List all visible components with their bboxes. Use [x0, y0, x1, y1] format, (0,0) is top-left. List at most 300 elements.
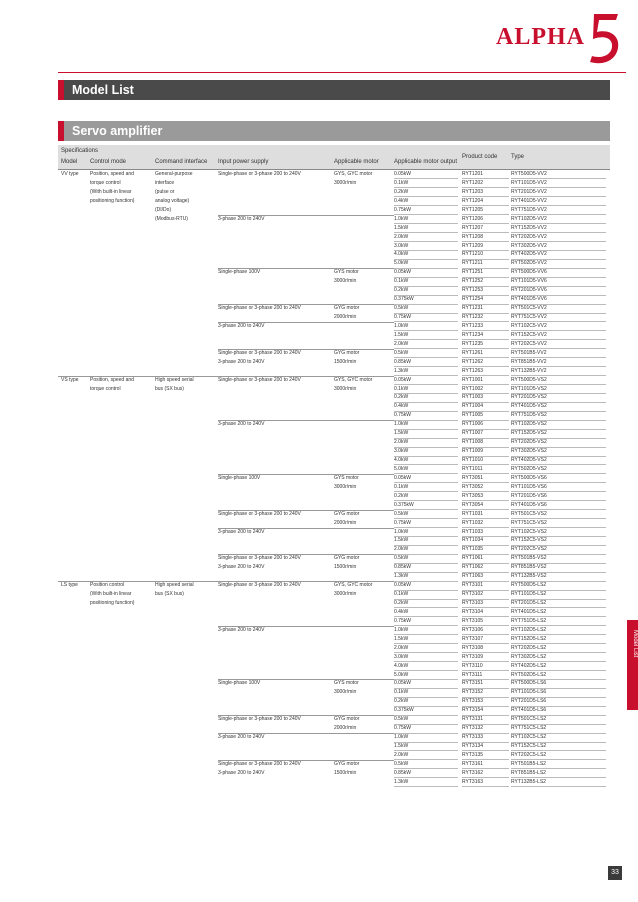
type-cell: RYT501B5-LS2	[511, 760, 606, 769]
type-cell: RYT751C5-VV2	[511, 313, 606, 322]
type-cell: RYT202D5-VS2	[511, 438, 606, 447]
table-row	[58, 197, 610, 206]
applicable-motor-cell: 2000r/min	[334, 519, 357, 526]
motor-output-cell: 0.5kW	[394, 554, 458, 563]
product-code-cell: RYT1006	[462, 420, 509, 429]
motor-output-cell: 1.5kW	[394, 224, 458, 233]
heading-accent	[58, 80, 64, 100]
type-cell: RYT302D5-VS2	[511, 447, 606, 456]
input-power-cell: 3-phase 200 to 240V	[218, 322, 265, 329]
table-row	[58, 250, 610, 259]
motor-output-cell: 1.0kW	[394, 733, 458, 742]
control-mode-cell: torque control	[90, 385, 121, 392]
type-cell: RYT751D5-VS2	[511, 411, 606, 420]
type-cell: RYT152D5-VV2	[511, 224, 606, 233]
input-power-cell: Single-phase or 3-phase 200 to 240V	[218, 716, 301, 723]
type-cell: RYT401D5-LS6	[511, 706, 606, 715]
type-cell: RYT751C5-LS2	[511, 724, 606, 733]
table-row	[58, 313, 610, 322]
product-code-cell: RYT1261	[462, 349, 509, 358]
table-row	[58, 697, 610, 706]
motor-output-cell: 0.05kW	[394, 474, 458, 483]
product-code-cell: RYT1035	[462, 545, 509, 554]
input-power-cell: Single-phase or 3-phase 200 to 240V	[218, 582, 301, 589]
input-power-cell: Single-phase or 3-phase 200 to 240V	[218, 376, 301, 383]
table-row	[58, 188, 610, 197]
product-code-cell: RYT1001	[462, 376, 509, 385]
table-row	[58, 778, 610, 787]
input-power-cell: Single-phase or 3-phase 200 to 240V	[218, 760, 301, 767]
type-cell: RYT102D5-VS2	[511, 420, 606, 429]
motor-output-cell: 4.0kW	[394, 250, 458, 259]
applicable-motor-cell: 3000r/min	[334, 689, 357, 696]
applicable-motor-cell: 3000r/min	[334, 385, 357, 392]
type-cell: RYT202C5-VV2	[511, 340, 606, 349]
motor-output-cell: 4.0kW	[394, 456, 458, 465]
motor-output-cell: 2.0kW	[394, 233, 458, 242]
logo-text: ALPHA	[496, 24, 585, 50]
motor-output-cell: 0.5kW	[394, 304, 458, 313]
table-row	[58, 572, 610, 581]
applicable-motor-cell: 1500r/min	[334, 564, 357, 571]
block-divider	[218, 349, 394, 350]
input-power-cell: 3-phase 200 to 240V	[218, 626, 265, 633]
product-code-cell: RYT1008	[462, 438, 509, 447]
table-row	[58, 751, 610, 760]
product-code-cell: RYT3107	[462, 635, 509, 644]
type-cell: RYT202D5-VV2	[511, 233, 606, 242]
block-divider	[218, 304, 394, 305]
motor-output-cell: 1.5kW	[394, 536, 458, 545]
table-row	[58, 733, 610, 742]
applicable-motor-cell: GYG motor	[334, 760, 360, 767]
motor-output-cell: 5.0kW	[394, 671, 458, 680]
block-divider	[218, 510, 394, 511]
product-code-cell: RYT1205	[462, 206, 509, 215]
table-row	[58, 688, 610, 697]
type-cell: RYT201D5-VS6	[511, 492, 606, 501]
motor-output-cell: 0.4kW	[394, 197, 458, 206]
motor-output-cell: 0.85kW	[394, 563, 458, 572]
table-row	[58, 438, 610, 447]
table-row	[58, 483, 610, 492]
block-divider	[218, 528, 394, 529]
product-code-cell: RYT3133	[462, 733, 509, 742]
motor-output-cell: 0.1kW	[394, 277, 458, 286]
table-row	[58, 393, 610, 402]
type-cell: RYT500D5-VV6	[511, 268, 606, 277]
product-code-cell: RYT3109	[462, 653, 509, 662]
product-code-cell: RYT1010	[462, 456, 509, 465]
table-row	[58, 385, 610, 394]
block-divider	[218, 420, 394, 421]
table-row	[58, 206, 610, 215]
motor-output-cell: 0.75kW	[394, 313, 458, 322]
motor-output-cell: 0.375kW	[394, 706, 458, 715]
motor-output-cell: 1.5kW	[394, 635, 458, 644]
type-cell: RYT751C5-VS2	[511, 519, 606, 528]
command-interface-cell: High speed serial	[155, 582, 194, 589]
command-interface-cell: bus (SX bus)	[155, 385, 184, 392]
table-row	[58, 724, 610, 733]
type-cell: RYT201D5-VS2	[511, 393, 606, 402]
subheading-text: Servo amplifier	[72, 124, 163, 138]
control-mode-cell: Position, speed and	[90, 171, 134, 177]
input-power-cell: Single-phase 100V	[218, 680, 261, 687]
table-row	[58, 653, 610, 662]
type-cell: RYT500D5-VS6	[511, 474, 606, 483]
motor-output-cell: 2.0kW	[394, 340, 458, 349]
type-cell: RYT401D5-VS2	[511, 402, 606, 411]
motor-output-cell: 0.05kW	[394, 268, 458, 277]
type-cell: RYT102C5-LS2	[511, 733, 606, 742]
product-code-cell: RYT1003	[462, 393, 509, 402]
product-code-cell: RYT1231	[462, 304, 509, 313]
type-cell: RYT102C5-VS2	[511, 528, 606, 537]
type-cell: RYT101D5-LS2	[511, 590, 606, 599]
alpha5-logo	[496, 14, 626, 64]
table-row	[58, 233, 610, 242]
input-power-cell: 3-phase 200 to 240V	[218, 358, 265, 365]
motor-output-cell: 0.75kW	[394, 206, 458, 215]
table-row	[58, 420, 610, 429]
product-code-cell: RYT3153	[462, 697, 509, 706]
header-motor-output: Applicable motor output	[394, 159, 458, 165]
type-cell: RYT101D5-VV2	[511, 179, 606, 188]
command-interface-cell: (pulse or	[155, 188, 175, 195]
product-code-cell: RYT1234	[462, 331, 509, 340]
subsection-heading	[58, 121, 610, 141]
header-command-interface: Command interface	[155, 159, 208, 165]
applicable-motor-cell: GYS motor	[334, 474, 359, 481]
product-code-cell: RYT3135	[462, 751, 509, 760]
type-cell: RYT302D5-VV2	[511, 242, 606, 251]
motor-output-cell: 0.2kW	[394, 492, 458, 501]
command-interface-cell: General-purpose	[155, 171, 193, 177]
motor-output-cell: 1.3kW	[394, 778, 458, 787]
type-cell: RYT501C5-LS2	[511, 715, 606, 724]
table-row	[58, 769, 610, 778]
motor-output-cell: 0.05kW	[394, 170, 458, 179]
applicable-motor-cell: GYG motor	[334, 716, 360, 723]
product-code-cell: RYT1206	[462, 215, 509, 224]
type-cell: RYT152C5-VV2	[511, 331, 606, 340]
product-code-cell: RYT3052	[462, 483, 509, 492]
motor-output-cell: 1.0kW	[394, 322, 458, 331]
command-interface-cell: (DI/Do)	[155, 206, 172, 213]
type-cell: RYT501B5-VV2	[511, 349, 606, 358]
product-code-cell: RYT1031	[462, 510, 509, 519]
input-power-cell: 3-phase 200 to 240V	[218, 215, 265, 222]
product-code-cell: RYT1005	[462, 411, 509, 420]
command-interface-cell: analog voltage)	[155, 197, 190, 204]
product-code-cell: RYT1262	[462, 358, 509, 367]
table-row	[58, 367, 610, 376]
type-cell: RYT501B5-VS2	[511, 554, 606, 563]
table-row	[58, 679, 610, 688]
motor-output-cell: 0.1kW	[394, 688, 458, 697]
block-divider	[218, 733, 394, 734]
motor-output-cell: 1.3kW	[394, 367, 458, 376]
product-code-cell: RYT3162	[462, 769, 509, 778]
command-interface-cell: High speed serial	[155, 376, 194, 383]
motor-output-cell: 0.85kW	[394, 358, 458, 367]
header-applicable-motor: Applicable motor	[334, 159, 379, 165]
type-cell: RYT500D5-VV2	[511, 170, 606, 179]
header-product-code: Product code	[462, 154, 498, 160]
type-cell: RYT152C5-LS2	[511, 742, 606, 751]
table-body	[58, 170, 610, 787]
table-row	[58, 590, 610, 599]
type-cell: RYT101D5-LS6	[511, 688, 606, 697]
type-cell: RYT402D5-VV2	[511, 250, 606, 259]
type-cell: RYT201D5-LS2	[511, 599, 606, 608]
motor-output-cell: 0.1kW	[394, 179, 458, 188]
block-divider	[218, 626, 394, 627]
motor-output-cell: 1.0kW	[394, 528, 458, 537]
product-code-cell: RYT1252	[462, 277, 509, 286]
motor-output-cell: 1.0kW	[394, 215, 458, 224]
product-code-cell: RYT3111	[462, 671, 509, 680]
motor-output-cell: 0.5kW	[394, 510, 458, 519]
motor-output-cell: 1.5kW	[394, 429, 458, 438]
type-cell: RYT132B5-LS2	[511, 778, 606, 787]
motor-output-cell: 2.0kW	[394, 438, 458, 447]
product-code-cell: RYT1211	[462, 259, 509, 268]
input-power-cell: Single-phase 100V	[218, 269, 261, 276]
product-code-cell: RYT1202	[462, 179, 509, 188]
command-interface-cell: bus (SX bus)	[155, 591, 184, 598]
table-row	[58, 402, 610, 411]
type-cell: RYT751D5-VV2	[511, 206, 606, 215]
applicable-motor-cell: GYG motor	[334, 305, 360, 312]
table-row	[58, 224, 610, 233]
motor-output-cell: 0.75kW	[394, 617, 458, 626]
motor-output-cell: 0.05kW	[394, 581, 458, 590]
product-code-cell: RYT1209	[462, 242, 509, 251]
type-cell: RYT402D5-VS2	[511, 456, 606, 465]
motor-output-cell: 3.0kW	[394, 447, 458, 456]
motor-output-cell: 2.0kW	[394, 545, 458, 554]
table-row	[58, 662, 610, 671]
block-divider	[218, 322, 394, 323]
table-header	[58, 145, 610, 170]
header-specifications: Specifications	[61, 148, 99, 154]
block-divider	[58, 581, 394, 582]
applicable-motor-cell: 2000r/min	[334, 314, 357, 320]
page-number: 33	[608, 866, 622, 880]
table-row	[58, 510, 610, 519]
command-interface-cell: (Modbus-RTU)	[155, 215, 188, 222]
type-cell: RYT101D5-VS6	[511, 483, 606, 492]
applicable-motor-cell: 3000r/min	[334, 278, 357, 285]
motor-output-cell: 0.2kW	[394, 599, 458, 608]
product-code-cell: RYT3053	[462, 492, 509, 501]
type-cell: RYT401D5-VV6	[511, 295, 606, 304]
type-cell: RYT302D5-LS2	[511, 653, 606, 662]
product-code-cell: RYT1235	[462, 340, 509, 349]
product-code-cell: RYT1251	[462, 268, 509, 277]
block-divider	[218, 554, 394, 555]
table-row	[58, 429, 610, 438]
applicable-motor-cell: 1500r/min	[334, 769, 357, 776]
product-code-cell: RYT1201	[462, 170, 509, 179]
side-tab	[627, 620, 638, 710]
motor-output-cell: 0.4kW	[394, 402, 458, 411]
type-cell: RYT401D5-LS2	[511, 608, 606, 617]
product-code-cell: RYT3161	[462, 760, 509, 769]
table-row	[58, 358, 610, 367]
product-code-cell: RYT3101	[462, 581, 509, 590]
applicable-motor-cell: 1500r/min	[334, 358, 357, 365]
product-code-cell: RYT1034	[462, 536, 509, 545]
block-divider	[218, 760, 394, 761]
type-cell: RYT201D5-VV6	[511, 286, 606, 295]
motor-output-cell: 0.75kW	[394, 519, 458, 528]
type-cell: RYT402D5-LS2	[511, 662, 606, 671]
applicable-motor-cell: GYS, GYC motor	[334, 171, 373, 177]
control-mode-cell: (With built-in linear	[90, 188, 132, 195]
table-row	[58, 644, 610, 653]
product-code-cell: RYT3132	[462, 724, 509, 733]
type-cell: RYT202C5-LS2	[511, 751, 606, 760]
table-row	[58, 331, 610, 340]
applicable-motor-cell: GYS, GYC motor	[334, 376, 373, 383]
motor-output-cell: 1.3kW	[394, 572, 458, 581]
applicable-motor-cell: 3000r/min	[334, 179, 357, 186]
product-code-cell: RYT1233	[462, 322, 509, 331]
motor-output-cell: 0.375kW	[394, 295, 458, 304]
table-row	[58, 608, 610, 617]
motor-output-cell: 0.5kW	[394, 349, 458, 358]
applicable-motor-cell: 3000r/min	[334, 591, 357, 598]
product-code-cell: RYT1009	[462, 447, 509, 456]
input-power-cell: Single-phase or 3-phase 200 to 240V	[218, 349, 301, 356]
product-code-cell: RYT1011	[462, 465, 509, 474]
section-heading	[58, 80, 610, 100]
command-interface-cell: interface	[155, 179, 175, 186]
product-code-cell: RYT3106	[462, 626, 509, 635]
table-row	[58, 545, 610, 554]
product-code-cell: RYT1007	[462, 429, 509, 438]
input-power-cell: 3-phase 200 to 240V	[218, 564, 265, 571]
table-row	[58, 563, 610, 572]
table-row	[58, 456, 610, 465]
model-list-table	[58, 145, 610, 787]
product-code-cell: RYT1263	[462, 367, 509, 376]
input-power-cell: Single-phase or 3-phase 200 to 240V	[218, 555, 301, 562]
motor-output-cell: 1.0kW	[394, 626, 458, 635]
motor-output-cell: 0.85kW	[394, 769, 458, 778]
table-row	[58, 528, 610, 537]
table-row	[58, 635, 610, 644]
table-row	[58, 760, 610, 769]
motor-output-cell: 3.0kW	[394, 242, 458, 251]
product-code-cell: RYT3110	[462, 662, 509, 671]
type-cell: RYT152D5-LS2	[511, 635, 606, 644]
table-row	[58, 322, 610, 331]
table-row	[58, 671, 610, 680]
table-row	[58, 242, 610, 251]
product-code-cell: RYT1232	[462, 313, 509, 322]
motor-output-cell: 0.2kW	[394, 697, 458, 706]
motor-output-cell: 1.5kW	[394, 742, 458, 751]
table-row	[58, 492, 610, 501]
product-code-cell: RYT1203	[462, 188, 509, 197]
product-code-cell: RYT3051	[462, 474, 509, 483]
type-cell: RYT501C5-VV2	[511, 304, 606, 313]
motor-output-cell: 0.4kW	[394, 608, 458, 617]
motor-output-cell: 0.75kW	[394, 411, 458, 420]
input-power-cell: 3-phase 200 to 240V	[218, 528, 265, 535]
product-code-cell: RYT3151	[462, 679, 509, 688]
motor-output-cell: 4.0kW	[394, 662, 458, 671]
table-row	[58, 304, 610, 313]
table-row	[58, 295, 610, 304]
model-cell: VS type	[61, 376, 79, 383]
table-row	[58, 179, 610, 188]
product-code-cell: RYT3131	[462, 715, 509, 724]
model-cell: VV type	[61, 171, 79, 177]
type-cell: RYT401D5-VV2	[511, 197, 606, 206]
motor-output-cell: 3.0kW	[394, 653, 458, 662]
product-code-cell: RYT3105	[462, 617, 509, 626]
table-row	[58, 259, 610, 268]
input-power-cell: Single-phase or 3-phase 200 to 240V	[218, 305, 301, 312]
side-tab-label: Model List	[632, 630, 638, 658]
table-row	[58, 465, 610, 474]
type-cell: RYT401D5-VS6	[511, 501, 606, 510]
product-code-cell: RYT3108	[462, 644, 509, 653]
type-cell: RYT502D5-VS2	[511, 465, 606, 474]
type-cell: RYT502D5-LS2	[511, 671, 606, 680]
motor-output-cell: 0.5kW	[394, 760, 458, 769]
table-row	[58, 474, 610, 483]
product-code-cell: RYT1208	[462, 233, 509, 242]
control-mode-cell: Position, speed and	[90, 376, 134, 383]
table-row	[58, 501, 610, 510]
product-code-cell: RYT3102	[462, 590, 509, 599]
product-code-cell: RYT3104	[462, 608, 509, 617]
type-cell: RYT102D5-LS2	[511, 626, 606, 635]
type-cell: RYT152C5-VS2	[511, 536, 606, 545]
applicable-motor-cell: GYS, GYC motor	[334, 582, 373, 589]
table-row	[58, 268, 610, 277]
product-code-cell: RYT1253	[462, 286, 509, 295]
type-cell: RYT851B5-VS2	[511, 563, 606, 572]
applicable-motor-cell: GYS motor	[334, 269, 359, 276]
control-mode-cell: positioning function)	[90, 600, 135, 606]
input-power-cell: Single-phase or 3-phase 200 to 240V	[218, 171, 301, 177]
table-row	[58, 617, 610, 626]
table-row	[58, 715, 610, 724]
product-code-cell: RYT1004	[462, 402, 509, 411]
motor-output-cell: 1.0kW	[394, 420, 458, 429]
header-rule	[58, 72, 626, 73]
product-code-cell: RYT1002	[462, 385, 509, 394]
product-code-cell: RYT1207	[462, 224, 509, 233]
input-power-cell: 3-phase 200 to 240V	[218, 769, 265, 776]
product-code-cell: RYT3163	[462, 778, 509, 787]
input-power-cell: 3-phase 200 to 240V	[218, 421, 265, 428]
logo-numeral-five	[584, 10, 624, 68]
type-cell: RYT152D5-VS2	[511, 429, 606, 438]
motor-output-cell: 0.05kW	[394, 679, 458, 688]
header-model: Model	[61, 159, 78, 165]
table-row	[58, 599, 610, 608]
type-cell: RYT500D5-VS2	[511, 376, 606, 385]
block-divider	[58, 376, 394, 377]
